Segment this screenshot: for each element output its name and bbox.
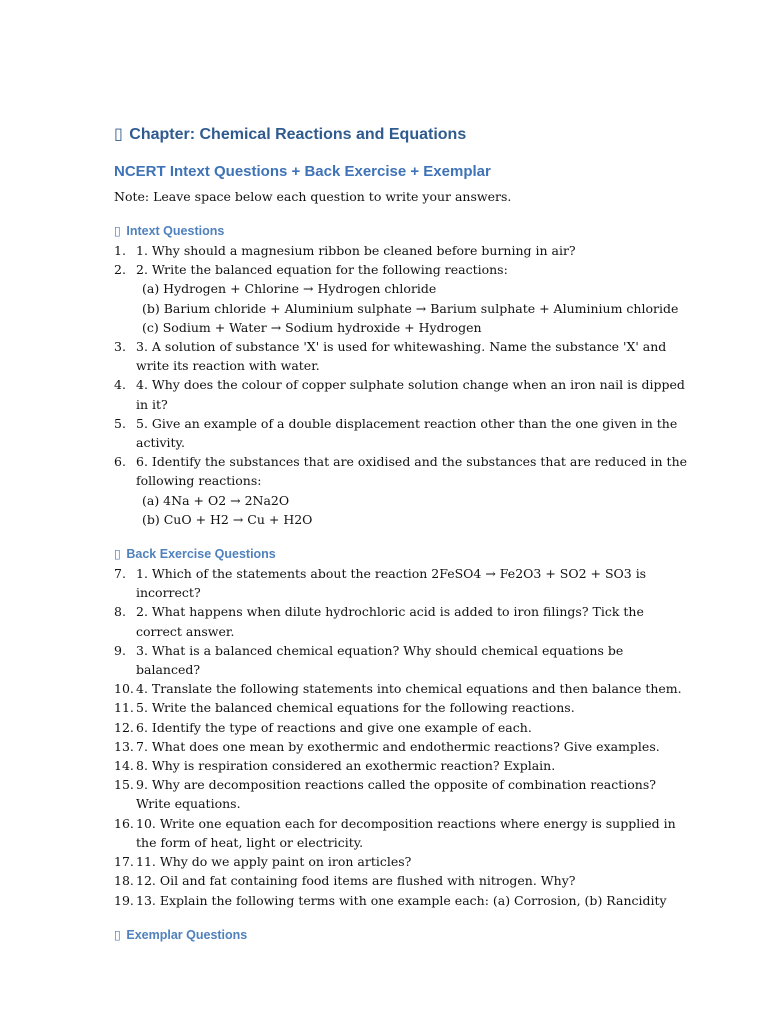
question-number: 18. <box>114 873 134 889</box>
question-number: 8. <box>114 604 126 620</box>
question-number: 3. <box>114 339 126 355</box>
question-text: 1. Which of the statements about the reaction 2FeSO4 → Fe2O3 + SO2 + SO3 is incorrect? <box>136 566 647 601</box>
question-text: 4. Why does the colour of copper sulphate solution change when an iron nail is dipped in it? <box>136 377 685 412</box>
question-item <box>114 775 688 813</box>
question-number: 17. <box>114 854 134 870</box>
question-item <box>114 564 688 602</box>
sub-question: (c) Sodium + Water → Sodium hydroxide + Hydrogen <box>142 319 482 335</box>
sub-question: (b) CuO + H2 → Cu + H2O <box>142 511 313 527</box>
question-text: 6. Identify the substances that are oxidised and the substances that are reduced in the following reactions: <box>136 454 688 489</box>
question-item <box>114 698 688 717</box>
question-item <box>114 852 688 871</box>
document-subtitle: NCERT Intext Questions + Back Exercise + Exemplar <box>114 163 491 180</box>
question-item <box>114 814 688 852</box>
question-item <box>114 241 688 260</box>
question-text: 2. What happens when dilute hydrochloric acid is added to iron filings? Tick the correct answer. <box>136 604 644 639</box>
question-text: 2. Write the balanced equation for the following reactions: <box>136 262 508 278</box>
question-text: 5. Write the balanced chemical equations for the following reactions. <box>136 700 575 716</box>
question-item <box>114 602 688 640</box>
question-number: 11. <box>114 700 134 716</box>
chapter-title-text: Chapter: Chemical Reactions and Equations <box>129 126 467 143</box>
question-text: 8. Why is respiration considered an exothermic reaction? Explain. <box>136 758 556 774</box>
question-number: 4. <box>114 377 126 393</box>
question-text: 4. Translate the following statements into chemical equations and then balance them. <box>136 681 682 697</box>
intext-question-list <box>114 241 688 529</box>
question-text: 3. A solution of substance 'X' is used for whitewashing. Name the substance 'X' and write its reaction with water. <box>136 339 667 374</box>
question-number: 16. <box>114 815 134 831</box>
question-number: 1. <box>114 243 126 258</box>
sub-question: (a) 4Na + O2 → 2Na2O <box>142 492 290 508</box>
question-number: 14. <box>114 758 134 774</box>
question-item <box>114 718 688 737</box>
section-heading-exemplar <box>114 926 688 944</box>
question-item <box>114 737 688 756</box>
question-number: 6. <box>114 454 126 470</box>
question-item <box>114 260 688 337</box>
question-number: 5. <box>114 415 126 431</box>
note-text: Note: Leave space below each question to write your answers. <box>114 189 512 204</box>
question-text: 6. Identify the type of reactions and give one example of each. <box>136 719 532 735</box>
question-number: 13. <box>114 738 134 754</box>
question-item <box>114 452 688 529</box>
question-item <box>114 641 688 679</box>
question-item <box>114 414 688 452</box>
question-item <box>114 375 688 413</box>
question-number: 2. <box>114 262 126 278</box>
question-item <box>114 337 688 375</box>
question-item <box>114 891 688 910</box>
missing-glyph-icon: ▯ <box>114 126 123 143</box>
back-exercise-question-list <box>114 564 688 910</box>
question-item <box>114 871 688 890</box>
question-number: 12. <box>114 719 134 735</box>
question-number: 15. <box>114 777 134 793</box>
section-heading-text: Intext Questions <box>126 224 225 238</box>
question-text: 1. Why should a magnesium ribbon be cleaned before burning in air? <box>136 243 576 258</box>
question-text: 10. Write one equation each for decomposition reactions where energy is supplied in the form of heat, light or electricity. <box>136 815 676 850</box>
missing-glyph-icon: ▯ <box>114 927 121 942</box>
question-text: 13. Explain the following terms with one example each: (a) Corrosion, (b) Rancidity <box>136 892 667 908</box>
section-heading-intext <box>114 222 688 240</box>
question-number: 7. <box>114 566 126 582</box>
question-text: 3. What is a balanced chemical equation? Why should chemical equations be balanced? <box>136 642 624 678</box>
section-heading-back-exercise <box>114 545 688 563</box>
question-text: 5. Give an example of a double displacement reaction other than the one given in the activity. <box>136 415 678 451</box>
missing-glyph-icon: ▯ <box>114 224 121 238</box>
question-item <box>114 756 688 775</box>
question-text: 12. Oil and fat containing food items are flushed with nitrogen. Why? <box>136 873 576 889</box>
sub-question: (b) Barium chloride + Aluminium sulphate → Barium sulphate + Aluminium chloride <box>142 300 679 316</box>
question-text: 11. Why do we apply paint on iron articles? <box>136 854 412 870</box>
question-number: 19. <box>114 892 134 908</box>
section-heading-text: Exemplar Questions <box>126 927 248 942</box>
question-item <box>114 679 688 698</box>
section-heading-text: Back Exercise Questions <box>126 547 276 562</box>
question-text: 9. Why are decomposition reactions called the opposite of combination reactions? Write equations. <box>136 777 656 812</box>
sub-question: (a) Hydrogen + Chlorine → Hydrogen chloride <box>142 281 437 297</box>
question-text: 7. What does one mean by exothermic and endothermic reactions? Give examples. <box>136 738 660 754</box>
question-number: 9. <box>114 642 126 658</box>
chapter-title <box>114 124 688 146</box>
question-number: 10. <box>114 681 134 697</box>
missing-glyph-icon: ▯ <box>114 547 121 562</box>
